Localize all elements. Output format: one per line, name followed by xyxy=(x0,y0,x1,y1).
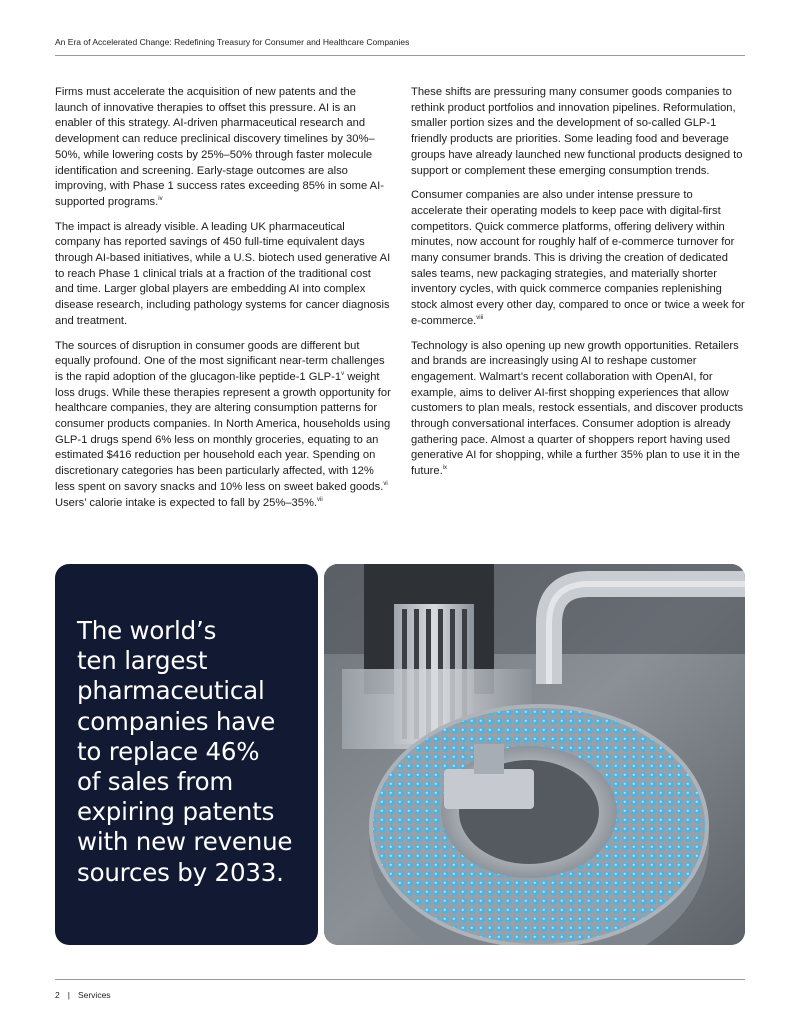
pull-quote-line: pharmaceutical xyxy=(77,676,265,706)
footnote-ref: vii xyxy=(317,496,323,503)
paragraph: The impact is already visible. A leading UK pharmaceutical company has reported savings of 450 full-time equivalent days through AI-based initiatives, while a U.S. biotech used generative AI to reach Phase 1 clinical trials at a fraction of the traditional cost and time. Larger global players are embedding AI into complex disease research, including pathology systems for cancer diagnosis and treatment. xyxy=(55,220,391,327)
pull-quote-line: companies have xyxy=(77,706,276,736)
header-divider xyxy=(55,55,745,56)
footnote-ref: ix xyxy=(442,465,448,472)
page-number: 2 xyxy=(55,990,60,1000)
footnote-ref: vi xyxy=(383,480,388,487)
paragraph xyxy=(55,85,391,211)
running-header: An Era of Accelerated Change: Redefining Treasury for Consumer and Healthcare Companies xyxy=(55,37,410,47)
pull-quote-line: of sales from xyxy=(77,767,234,797)
pull-quote-line: to replace 46% xyxy=(77,736,260,766)
paragraph: These shifts are pressuring many consumer goods companies to rethink product portfolios and innovation pipelines. Reformulation, smaller portion sizes and the development of so-called GLP-1 friendly products are priorities. Some leading food and beverage groups have already launched new functional products designed to support or complement these emerging consumption trends. xyxy=(411,86,743,177)
paragraph-text: weight loss drugs. While these therapies represent a growth opportunity for healthcare companies, they are altering consumption patterns for consumer products companies. In North America, households using GLP-1 drugs spend 6% less on monthly groceries, equating to an estimated $416 reduction per household each year. Spending on discretionary categories has been particularly affected, with 12% less spent on savory snacks and 10% less on sweet baked goods. xyxy=(55,370,391,493)
footer-divider xyxy=(55,979,745,980)
pull-quote xyxy=(77,616,312,888)
paragraph-text: Users’ calorie intake is expected to fall by 25%–35%. xyxy=(55,496,318,509)
footer-separator: | xyxy=(67,990,70,1000)
footnote-ref: iv xyxy=(158,195,163,202)
paragraph-text: Technology is also opening up new growth opportunities. Retailers and brands are increasingly using AI to reshape customer engagement. Walmart’s recent collaboration with OpenAI, for example, aims to deliver AI-first shopping experiences that allow customers to plan meals, restock essentials, and discover products through conversational interfaces. Consumer adoption is already gathering pace. Almost a quarter of shoppers report having used generative AI for shopping, while a further 35% plan to use it in the future. xyxy=(411,339,744,478)
footnote-ref: v xyxy=(341,370,345,377)
paragraph xyxy=(55,339,391,512)
pill-machine-illustration xyxy=(324,564,745,945)
pull-quote-line: ten largest xyxy=(77,646,208,676)
footnote-ref: viii xyxy=(476,314,484,321)
pull-quote-line: with new revenue xyxy=(77,827,293,857)
pull-quote-line: sources by 2033. xyxy=(77,857,284,887)
paragraph-text: The sources of disruption in consumer goods are different but equally profound. One of the most significant near-term challenges is the rapid adoption of the glucagon-like peptide-1 GLP-1 xyxy=(55,339,385,383)
section-name: Services xyxy=(77,990,111,1000)
right-column xyxy=(411,85,747,489)
pull-quote-box xyxy=(55,564,318,945)
paragraph-text: Firms must accelerate the acquisition of new patents and the launch of innovative therapies to offset this pressure. AI is an enabler of this strategy. AI-driven pharmaceutical research and development can reduce preclinical discovery timelines by 30%–50%, while lowering costs by 25%–50% through faster molecule identification and screening. Early-stage outcomes are also improving, with Phase 1 success rates exceeding 85% in some AI-supported programs. xyxy=(55,86,384,208)
left-column xyxy=(55,85,391,520)
page-footer xyxy=(55,990,111,1000)
pill-machine-photo xyxy=(324,564,745,945)
pull-quote-line: The world’s xyxy=(77,616,217,645)
paragraph xyxy=(411,339,747,480)
paragraph xyxy=(411,188,747,329)
paragraph-text: Consumer companies are also under intense pressure to accelerate their operating models to keep pace with digital-first competitors. Quick commerce platforms, offering delivery within minutes, now account for roughly half of e-commerce turnover for many consumer brands. This is driving the creation of dedicated sales teams, new packaging strategies, and materially shorter inventory cycles, with quick commerce companies replenishing stock almost every other day, compared to once or twice a week for e-commerce. xyxy=(411,189,745,327)
pull-quote-line: expiring patents xyxy=(77,797,275,827)
